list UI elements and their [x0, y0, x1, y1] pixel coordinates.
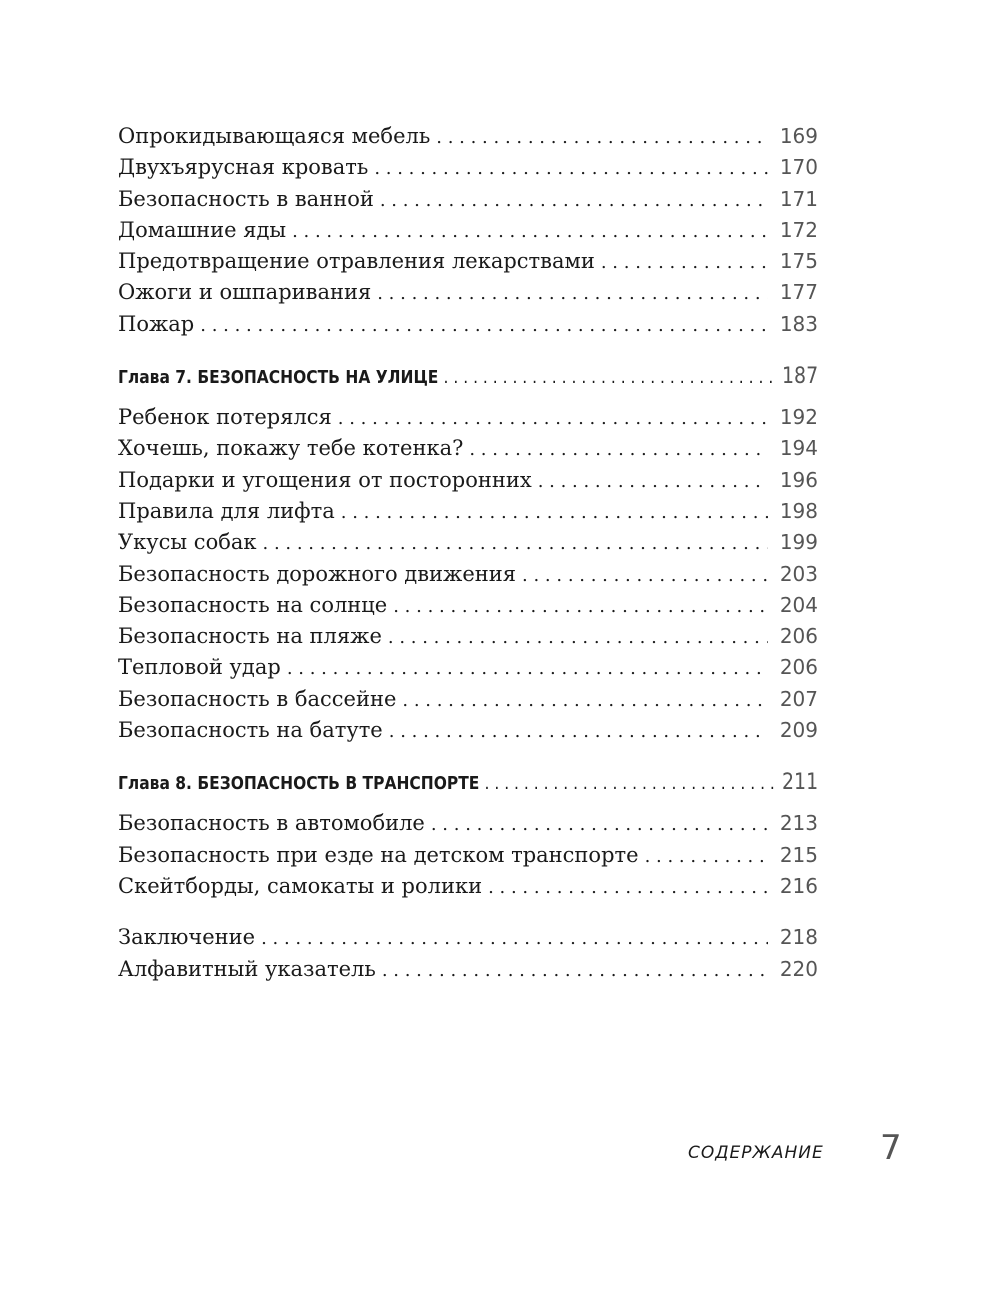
toc-entry-page-number: 199	[779, 530, 818, 555]
toc-entry	[118, 527, 818, 558]
toc-entry-title: Укусы собак	[118, 530, 257, 555]
dot-leader	[341, 497, 768, 528]
toc-entry	[118, 840, 818, 871]
chapter-heading	[118, 766, 818, 800]
page-number: 7	[880, 1128, 902, 1168]
toc-entry	[118, 465, 818, 496]
toc-entry-page-number: 206	[779, 624, 818, 649]
toc-entry	[118, 871, 818, 902]
chapter-heading-wrap	[118, 766, 818, 800]
dot-leader	[200, 310, 768, 341]
toc-entry	[118, 184, 818, 215]
toc-entry	[118, 715, 818, 746]
dot-leader	[444, 361, 776, 395]
toc-entry-title: Безопасность дорожного движения	[118, 561, 517, 586]
toc-entry-title: Пожар	[118, 311, 195, 336]
toc-entry-page-number: 207	[779, 686, 818, 711]
dot-leader	[263, 528, 769, 559]
toc-entry	[118, 808, 818, 839]
toc-entry	[118, 590, 818, 621]
toc-entry	[118, 954, 818, 985]
toc-entry	[118, 433, 818, 464]
dot-leader	[538, 466, 768, 497]
toc-entry-page-number: 196	[779, 467, 818, 492]
dot-leader	[380, 185, 768, 216]
dot-leader	[338, 403, 768, 434]
dot-leader	[436, 122, 768, 153]
toc-entry-page-number: 203	[779, 561, 818, 586]
toc-entry-page-number: 213	[779, 811, 818, 836]
toc-entry	[118, 559, 818, 590]
chapter-heading-page-number: 211	[782, 770, 819, 796]
dot-leader	[374, 153, 768, 184]
toc-entry-title: Подарки и угощения от посторонних	[118, 467, 532, 492]
dot-leader	[431, 809, 768, 840]
toc-entry-title: Опрокидывающаяся мебель	[118, 124, 431, 148]
dot-leader	[388, 622, 768, 653]
toc-entry	[118, 309, 818, 340]
toc-entry-page-number: 215	[779, 842, 818, 867]
toc-entry-title: Безопасность в бассейне	[118, 686, 397, 711]
toc-entry-title: Заключение	[118, 925, 256, 950]
toc-entry-page-number: 171	[779, 186, 818, 211]
chapter-heading-page-number: 187	[782, 364, 819, 390]
toc-entry-page-number: 183	[779, 311, 818, 336]
toc-entry-title: Домашние яды	[118, 217, 287, 242]
toc-entry-title: Безопасность в ванной	[118, 186, 374, 211]
chapter-heading-title: Глава 8. БЕЗОПАСНОСТЬ В ТРАНСПОРТЕ	[118, 773, 480, 795]
toc-entry	[118, 152, 818, 183]
toc-entry	[118, 621, 818, 652]
running-footer-label: СОДЕРЖАНИЕ	[688, 1143, 824, 1163]
toc-entry-page-number: 194	[779, 436, 818, 461]
toc-entry-title: Безопасность на солнце	[118, 592, 388, 617]
toc-section	[118, 121, 818, 340]
toc-entry-page-number: 169	[779, 124, 818, 148]
dot-leader	[377, 278, 768, 309]
toc-entry-page-number: 177	[779, 280, 818, 305]
dot-leader	[393, 591, 768, 622]
toc-entry-page-number: 206	[779, 655, 818, 680]
dot-leader	[389, 716, 768, 747]
toc-entry	[118, 402, 818, 433]
toc-entry-page-number: 209	[779, 718, 818, 743]
toc-entry-page-number: 175	[779, 249, 818, 274]
toc-entry-page-number: 192	[779, 405, 818, 430]
toc-entry	[118, 215, 818, 246]
toc-entry-title: Безопасность в автомобиле	[118, 811, 425, 836]
chapter-heading-title: Глава 7. БЕЗОПАСНОСТЬ НА УЛИЦЕ	[118, 367, 439, 389]
dot-leader	[292, 216, 768, 247]
toc-entry-title: Ожоги и ошпаривания	[118, 280, 372, 305]
toc-section	[118, 922, 818, 985]
toc-entry-title: Правила для лифта	[118, 498, 335, 523]
chapter-heading-wrap	[118, 360, 818, 394]
dot-leader	[601, 247, 768, 278]
dot-leader	[382, 955, 768, 986]
toc-entry	[118, 684, 818, 715]
toc-entry-page-number: 220	[779, 956, 818, 981]
toc-entry-page-number: 172	[779, 217, 818, 242]
dot-leader	[645, 841, 768, 872]
table-of-contents	[118, 121, 818, 985]
toc-entry-page-number: 216	[779, 873, 818, 898]
toc-entry	[118, 652, 818, 683]
toc-entry	[118, 121, 818, 152]
dot-leader	[488, 872, 768, 903]
toc-entry	[118, 246, 818, 277]
toc-entry	[118, 922, 818, 953]
toc-entry-title: Безопасность на пляже	[118, 624, 382, 649]
toc-entry-title: Ребенок потерялся	[118, 405, 332, 430]
toc-entry-title: Безопасность при езде на детском транспорте	[118, 842, 639, 867]
toc-section	[118, 360, 818, 746]
toc-entry-title: Тепловой удар	[118, 655, 281, 680]
toc-entry-page-number: 204	[779, 592, 818, 617]
toc-entry-title: Хочешь, покажу тебе котенка?	[118, 436, 464, 461]
dot-leader	[522, 560, 768, 591]
dot-leader	[287, 653, 768, 684]
dot-leader	[485, 767, 776, 801]
toc-entry-page-number: 170	[779, 155, 818, 180]
toc-entry-title: Предотвращение отравления лекарствами	[118, 249, 595, 274]
toc-entry	[118, 277, 818, 308]
toc-entry-title: Алфавитный указатель	[118, 956, 376, 981]
toc-section	[118, 766, 818, 902]
dot-leader	[469, 434, 768, 465]
dot-leader	[261, 923, 768, 954]
toc-entry-page-number: 198	[779, 498, 818, 523]
toc-entry-page-number: 218	[779, 925, 818, 950]
chapter-heading	[118, 360, 818, 394]
toc-entry-title: Скейтборды, самокаты и ролики	[118, 873, 483, 898]
toc-entry-title: Безопасность на батуте	[118, 718, 383, 743]
toc-entry	[118, 496, 818, 527]
dot-leader	[402, 685, 768, 716]
toc-entry-title: Двухъярусная кровать	[118, 155, 369, 180]
